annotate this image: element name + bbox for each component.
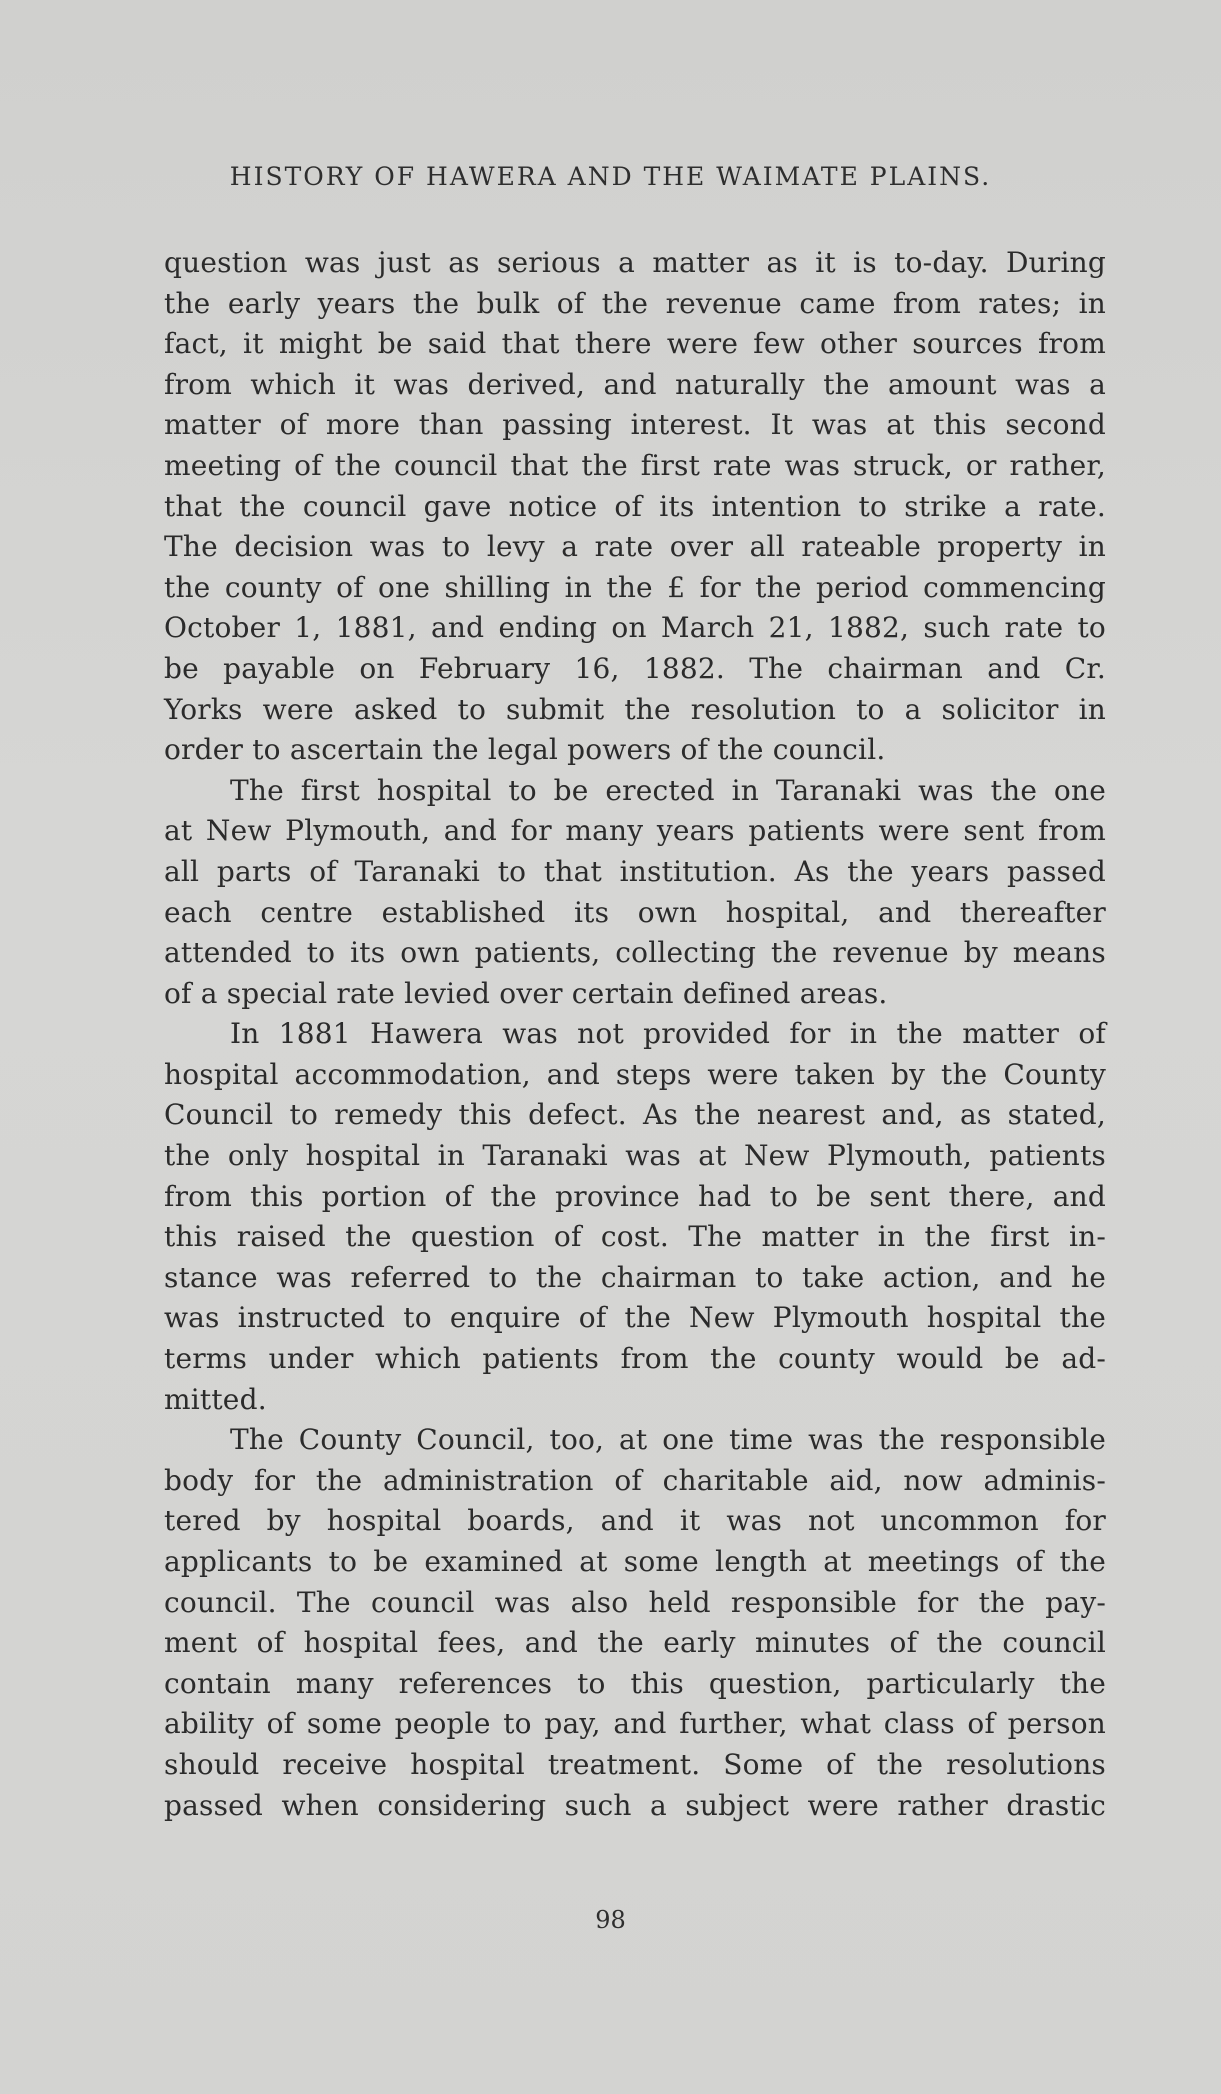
text-line: applicants to be examined at some length at meetings of the [164,1545,1106,1578]
text-line: contain many references to this question, particularly the [164,1666,1106,1700]
text-line: body for the administration of charitable aid, now adminis- [164,1463,1106,1497]
text-line: Yorks were asked to submit the resolution to a solicitor in [164,692,1106,726]
text-line: question was just as serious a matter as it is to-day. During [164,246,1106,279]
text-line: at New Plymouth, and for many years patients were sent from [164,814,1106,848]
text-line: matter of more than passing interest. It was at this second [164,408,1106,442]
text-line: be payable on February 16, 1882. The chairman and Cr. [164,651,1106,685]
text-line: ability of some people to pay, and further, what class of person [164,1707,1106,1741]
text-line: was instructed to enquire of the New Plymouth hospital the [164,1301,1106,1335]
text-line: the county of one shilling in the £ for the period commencing [164,570,1106,604]
text-line: fact, it might be said that there were few other sources from [164,327,1106,361]
text-line: The first hospital to be erected in Taranaki was the one [230,773,1106,807]
text-line: passed when considering such a subject were rather drastic [164,1788,1106,1822]
text-line: all parts of Taranaki to that institution. As the years passed [164,854,1106,888]
text-line: tered by hospital boards, and it was not uncommon for [164,1504,1106,1538]
text-line: from which it was derived, and naturally the amount was a [164,367,1106,401]
text-line: the only hospital in Taranaki was at New Plymouth, patients [164,1139,1106,1173]
text-line: hospital accommodation, and steps were taken by the County [164,1057,1106,1091]
text-line: October 1, 1881, and ending on March 21, 1882, such rate to [164,611,1106,645]
text-line: order to ascertain the legal powers of the council. [164,733,886,767]
paragraph [164,243,1106,771]
body-text [164,243,1106,1826]
running-head: HISTORY OF HAWERA AND THE WAIMATE PLAINS. [229,162,992,191]
text-line: council. The council was also held responsible for the pay- [164,1585,1106,1619]
text-line: meeting of the council that the first rate was struck, or rather, [164,448,1106,482]
text-line: attended to its own patients, collecting the revenue by means [164,936,1106,970]
text-line: of a special rate levied over certain defined areas. [164,976,888,1010]
text-line: In 1881 Hawera was not provided for in the matter of [230,1017,1106,1051]
text-line: ment of hospital fees, and the early minutes of the council [164,1626,1106,1660]
text-line: from this portion of the province had to be sent there, and [164,1179,1106,1213]
text-line: The decision was to levy a rate over all rateable property in [164,530,1106,564]
paragraph [164,1420,1106,1826]
text-line: each centre established its own hospital, and thereafter [164,895,1106,929]
text-line: should receive hospital treatment. Some of the resolutions [164,1747,1106,1781]
page-number: 98 [595,1906,626,1934]
paragraph [164,771,1106,1015]
text-line: the early years the bulk of the revenue came from rates; in [164,286,1106,320]
text-line: stance was referred to the chairman to take action, and he [164,1260,1106,1294]
text-line: that the council gave notice of its intention to strike a rate. [164,489,1106,523]
text-line: The County Council, too, at one time was the responsible [230,1423,1106,1457]
text-line: mitted. [164,1382,267,1416]
text-line: terms under which patients from the county would be ad- [164,1342,1106,1376]
text-line: Council to remedy this defect. As the nearest and, as stated, [164,1098,1106,1132]
paragraph [164,1014,1106,1420]
text-line: this raised the question of cost. The matter in the first in- [164,1220,1106,1254]
